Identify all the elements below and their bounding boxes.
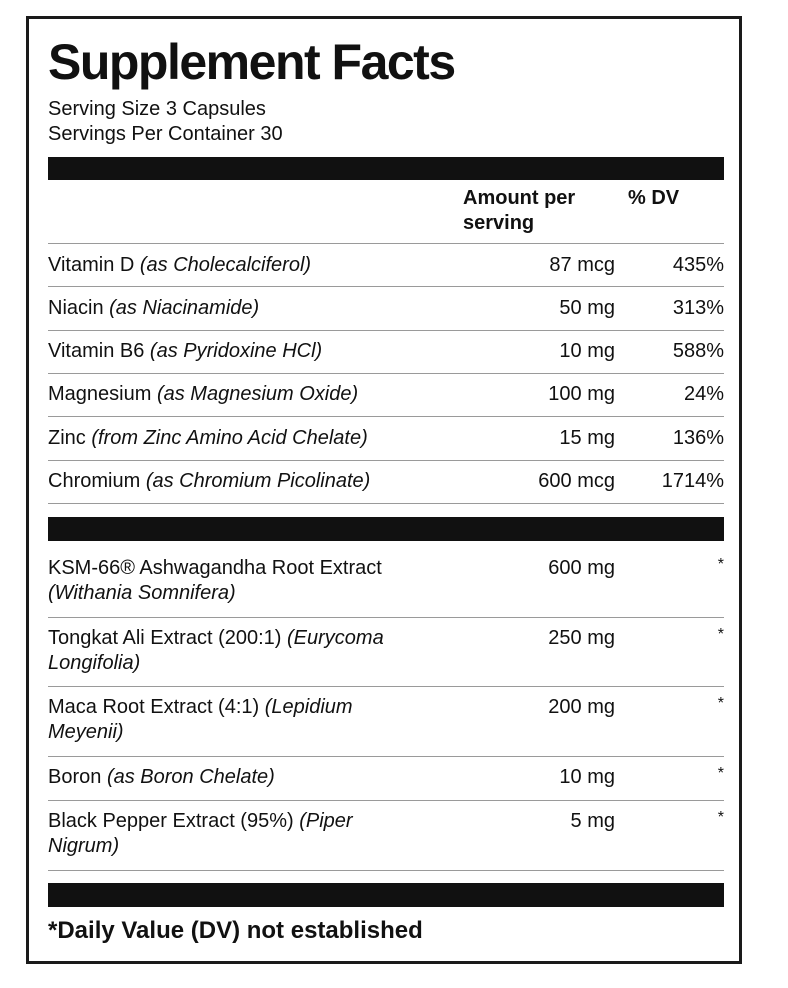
nutrient-amount: 100 mg	[548, 383, 615, 405]
ingredient-amount: 10 mg	[559, 766, 615, 788]
nutrient-name: Vitamin D (as Cholecalciferol)	[48, 254, 312, 276]
row-divider	[48, 870, 724, 871]
ingredient-name: KSM-66® Ashwagandha Root Extract (Withania Somnifera)	[48, 557, 382, 604]
row-divider	[48, 617, 724, 618]
ingredient-name: Black Pepper Extract (95%) (Piper Nigrum)	[48, 810, 353, 857]
nutrient-dv: 313%	[672, 297, 724, 319]
row-divider	[48, 286, 724, 287]
page-title: Supplement Facts	[48, 34, 455, 90]
nutrient-dv: 435%	[672, 254, 724, 276]
ingredient-dv: *	[717, 765, 724, 782]
nutrient-amount: 87 mcg	[549, 254, 615, 276]
row-divider	[48, 460, 724, 461]
nutrient-amount: 15 mg	[559, 427, 615, 449]
row-divider	[48, 503, 724, 504]
nutrient-dv: 588%	[672, 340, 724, 362]
nutrient-dv: 136%	[672, 427, 724, 449]
row-divider	[48, 330, 724, 331]
row-divider	[48, 416, 724, 417]
amount-header-line1: Amount per	[463, 187, 576, 209]
nutrient-amount: 600 mcg	[538, 470, 615, 492]
ingredient-dv: *	[717, 556, 724, 573]
ingredient-name: Maca Root Extract (4:1) (Lepidium Meyenii)	[48, 696, 353, 743]
dv-column-header: % DV	[628, 187, 680, 209]
divider-bar-top	[48, 157, 724, 180]
nutrient-name: Magnesium (as Magnesium Oxide)	[48, 383, 359, 405]
nutrient-name: Zinc (from Zinc Amino Acid Chelate)	[48, 427, 368, 449]
nutrient-name: Niacin (as Niacinamide)	[48, 297, 260, 319]
nutrient-dv: 1714%	[661, 470, 724, 492]
row-divider	[48, 756, 724, 757]
ingredient-dv: *	[717, 695, 724, 712]
amount-header-line2: serving	[463, 212, 535, 234]
ingredient-dv: *	[717, 809, 724, 826]
footnote: *Daily Value (DV) not established	[48, 917, 423, 944]
row-divider	[48, 373, 724, 374]
ingredient-amount: 250 mg	[548, 627, 615, 649]
nutrient-amount: 50 mg	[559, 297, 615, 319]
row-divider	[48, 800, 724, 801]
ingredient-name: Boron (as Boron Chelate)	[48, 766, 275, 788]
ingredient-amount: 200 mg	[548, 696, 615, 718]
divider-bar-middle	[48, 517, 724, 541]
ingredient-amount: 5 mg	[570, 810, 615, 832]
nutrient-dv: 24%	[683, 383, 724, 405]
nutrient-name: Vitamin B6 (as Pyridoxine HCl)	[48, 340, 323, 362]
row-divider	[48, 243, 724, 244]
ingredient-name: Tongkat Ali Extract (200:1) (Eurycoma Longifolia)	[48, 627, 384, 674]
nutrient-amount: 10 mg	[559, 340, 615, 362]
serving-size: Serving Size 3 Capsules	[48, 98, 266, 120]
ingredient-amount: 600 mg	[548, 557, 615, 579]
amount-column-header	[463, 186, 613, 236]
row-divider	[48, 686, 724, 687]
ingredient-dv: *	[717, 626, 724, 643]
servings-per-container: Servings Per Container 30	[48, 123, 283, 145]
nutrient-name: Chromium (as Chromium Picolinate)	[48, 470, 371, 492]
divider-bar-bottom	[48, 883, 724, 907]
